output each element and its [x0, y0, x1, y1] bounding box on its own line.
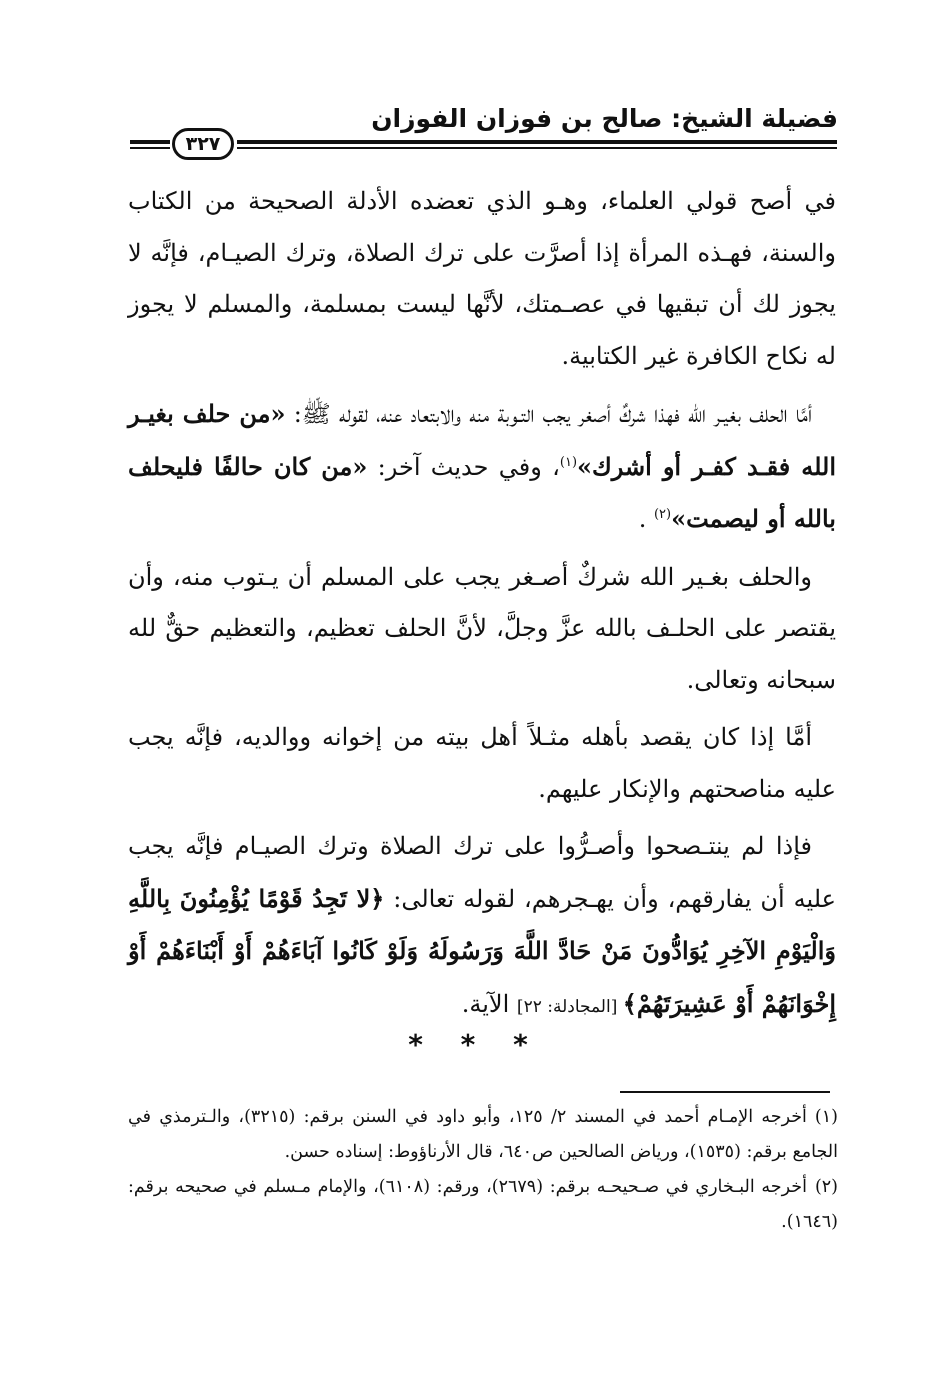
page-number: ٣٢٧ [185, 133, 221, 155]
page-number-badge [172, 128, 234, 160]
verse-reference: [المجادلة: ٢٢] [516, 996, 623, 1017]
running-header-title: فضيلة الشيخ: صالح بن فوزان الفوزان [371, 104, 838, 133]
section-separator: * * * [408, 1028, 542, 1061]
paragraph-5-intro: فإذا لم ينتـصحوا وأصـرُّوا على ترك الصلاة وترك الصيـام فإنَّه يجب عليه أن يفارقهم، وأن يهـجرهم، لقوله تعالى: [128, 832, 836, 913]
paragraph-2-end: . [638, 505, 654, 533]
footnotes [128, 1100, 838, 1240]
footnote-marker-1[interactable]: (١) [559, 454, 578, 470]
header-rule-left [130, 140, 170, 144]
header-rule [237, 140, 837, 144]
paragraph-3: والحلف بغـير الله شركٌ أصـغر يجب على المسلم أن يـتوب منه، وأن يقتصر على الحلـف بالله عزَّ وجلَّ، لأنَّ الحلف تعظيم، والتعظيم حقٌّ لله سبحانه وتعالى. [128, 562, 837, 694]
footnote-rule [620, 1091, 830, 1093]
footnote-marker-2[interactable]: (٢) [653, 507, 672, 522]
footnote-2-text: أخرجه البـخاري في صـحيحـه برقم: (٢٦٧٩)، ورقم: (٦١٠٨)، والإمام مـسلم في صحيحه برقم: (١٦٤٦). [128, 1177, 838, 1232]
paragraph-5-end: الآية. [461, 989, 517, 1018]
quran-verse: ﴿لا تَجِدُ قَوْمًا يُؤْمِنُونَ بِاللَّهِ وَالْيَوْمِ الآخِرِ يُوَادُّونَ مَنْ حَادَّ اللَّهَ وَرَسُولَهُ وَلَوْ كَانُوا آبَاءَهُمْ أَوْ أَبْنَاءَهُمْ أَوْ إِخْوَانَهُمْ أَوْ عَشِيرَتَهُمْ﴾ [128, 883, 836, 1018]
paragraph-2-intro: أمَّا الحلف بغيـر الله فهذا شركٌ أصغر يجب التـوبة منه والابتعاد عنه، لقوله ﷺ: [285, 400, 812, 428]
footnote-2 [128, 1170, 838, 1240]
footnote-1-text: أخرجه الإمـام أحمد في المسند ٢/ ١٢٥، وأبو داود في السنن برقم: (٣٢١٥)، والـترمذي في الجامع برقم: (١٥٣٥)، ورياض الصالحين ص٦٤٠، قال الأرناؤوط: إسناده حسن. [128, 1107, 838, 1162]
hadith-quote-1: «من حلف بغيـر الله فقـد كفـر أو أشرك» [128, 399, 837, 481]
paragraph-5 [128, 821, 836, 1033]
header-rule-thin [237, 147, 837, 149]
paragraph-1: في أصح قولي العلماء، وهـو الذي تعضده الأدلة الصحيحة من الكتاب والسنة، فهـذه المرأة إذا أصرَّت على ترك الصلاة، وترك الصيـام، فإنَّه لا يجوز لك أن تبقيها في عصـمتك، لأنَّها ليست بمسلمة، والمسلم لا يجوز له نكاح الكافرة غير الكتابية. [128, 187, 836, 370]
paragraph-4: أمَّا إذا كان يقصد بأهله مثـلاً أهل بيته من إخوانه ووالديه، فإنَّه يجب عليه مناصحتهم والإنكار عليهم. [128, 723, 836, 803]
paragraph-2 [128, 388, 836, 546]
footnote-2-number: (٢) [814, 1177, 838, 1197]
footnote-1-number: (١) [814, 1107, 838, 1127]
hadith-quote-2: «من كان حالفًا فليحلف بالله أو ليصمت» [128, 451, 836, 533]
header-rule-left-thin [130, 147, 170, 149]
footnote-1 [128, 1100, 838, 1170]
paragraph-2-mid: ، وفي حديث آخر: [367, 452, 560, 481]
body-text [128, 176, 836, 1039]
